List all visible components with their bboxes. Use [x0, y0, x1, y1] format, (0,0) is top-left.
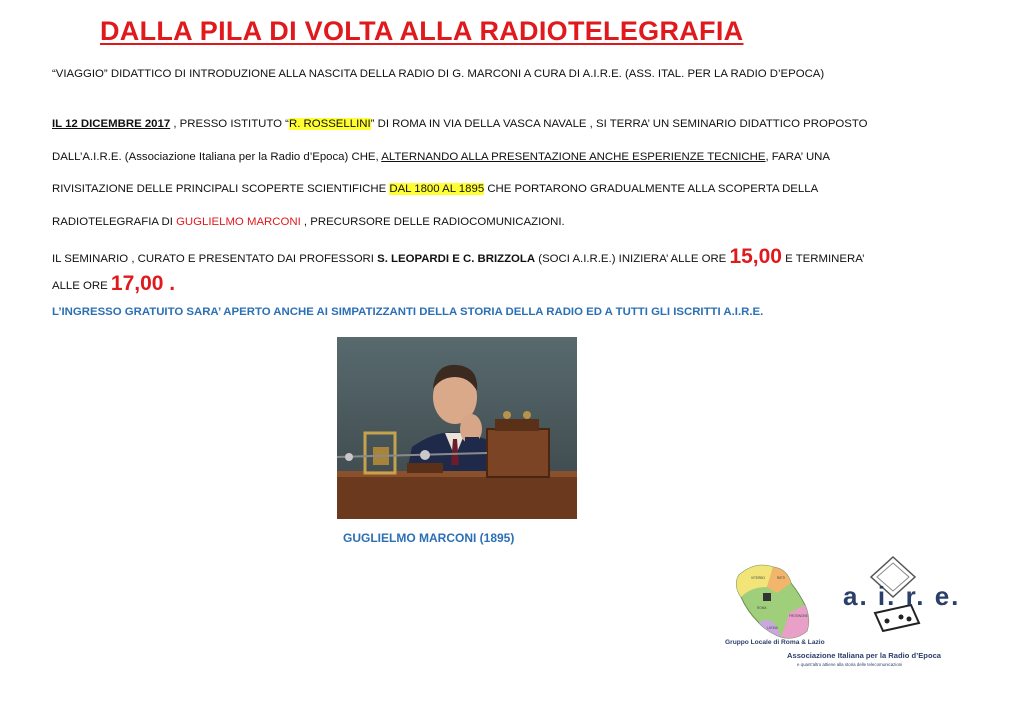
technical-experiences: ALTERNANDO ALLA PRESENTAZIONE ANCHE ESPERIENZE TECNICHE — [381, 151, 766, 163]
marconi-photo — [337, 337, 577, 519]
paragraph-line-2 — [52, 151, 830, 163]
paragraph-line-1 — [52, 118, 868, 130]
assoc-tagline: e quant’altro attiene alla storia delle telecomunicazioni — [797, 662, 903, 667]
text-segment: ALLE ORE — [52, 280, 111, 292]
text-segment: RADIOTELEGRAFIA DI — [52, 216, 177, 228]
aire-letters: a. i. r. e. — [843, 581, 961, 611]
end-time: 17,00 . — [110, 272, 176, 295]
text-segment: ” DI ROMA IN VIA DELLA VASCA NAVALE , SI TERRA’ UN SEMINARIO DIDATTICO PROPOSTO — [370, 118, 868, 130]
school-name: R. ROSSELLINI — [288, 118, 371, 130]
subtitle: “VIAGGIO” DIDATTICO DI INTRODUZIONE ALLA NASCITA DELLA RADIO DI G. MARCONI A CURA DI A.I.R.E. (ASS. ITAL. PER LA RADIO D’EPOCA) — [52, 68, 825, 80]
seminar-line-1 — [52, 245, 865, 269]
text-segment: DALL’A.I.R.E. (Associazione Italiana per la Radio d’Epoca) CHE, — [52, 151, 382, 163]
seminar-line-2 — [52, 272, 175, 296]
text-segment: IL SEMINARIO , CURATO E PRESENTATO DAI PROFESSORI — [52, 253, 378, 265]
text-segment: CHE PORTARONO GRADUALMENTE ALLA SCOPERTA DELLA — [484, 183, 819, 195]
paragraph-line-3 — [52, 183, 818, 195]
page-title: DALLA PILA DI VOLTA ALLA RADIOTELEGRAFIA — [100, 16, 744, 46]
text-segment: , FARA’ UNA — [765, 151, 831, 163]
text-segment: E TERMINERA’ — [782, 253, 865, 265]
text-segment: RIVISITAZIONE DELLE PRINCIPALI SCOPERTE SCIENTIFICHE — [52, 183, 390, 195]
group-label: Gruppo Locale di Roma & Lazio — [725, 639, 825, 646]
province-label: ROMA — [757, 606, 767, 610]
province-label: RIETI — [777, 576, 786, 580]
event-date: IL 12 DICEMBRE 2017 — [52, 118, 171, 130]
text-segment: , PRECURSORE DELLE RADIOCOMUNICAZIONI. — [300, 216, 565, 228]
province-label: FROSINONE — [789, 614, 808, 618]
aire-logo — [715, 553, 995, 683]
province-label: VITERBO — [751, 576, 765, 580]
professors: S. LEOPARDI E C. BRIZZOLA — [377, 253, 536, 265]
marconi-name: GUGLIELMO MARCONI — [176, 216, 301, 228]
entry-note: L’INGRESSO GRATUITO SARA’ APERTO ANCHE AI SIMPATIZZANTI DELLA STORIA DELLA RADIO ED A TUTTI GLI ISCRITTI A.I.R.E. — [52, 306, 764, 318]
start-time: 15,00 — [729, 245, 782, 268]
period-highlight: DAL 1800 AL 1895 — [389, 183, 485, 195]
photo-caption: GUGLIELMO MARCONI (1895) — [343, 531, 515, 545]
province-label: LATINA — [767, 626, 778, 630]
text-segment: , PRESSO ISTITUTO “ — [170, 118, 289, 130]
text-segment: (SOCI A.I.R.E.) INIZIERA’ ALLE ORE — [535, 253, 730, 265]
paragraph-line-4 — [52, 216, 565, 228]
assoc-label: Associazione Italiana per la Radio d’Epoca — [787, 651, 942, 660]
